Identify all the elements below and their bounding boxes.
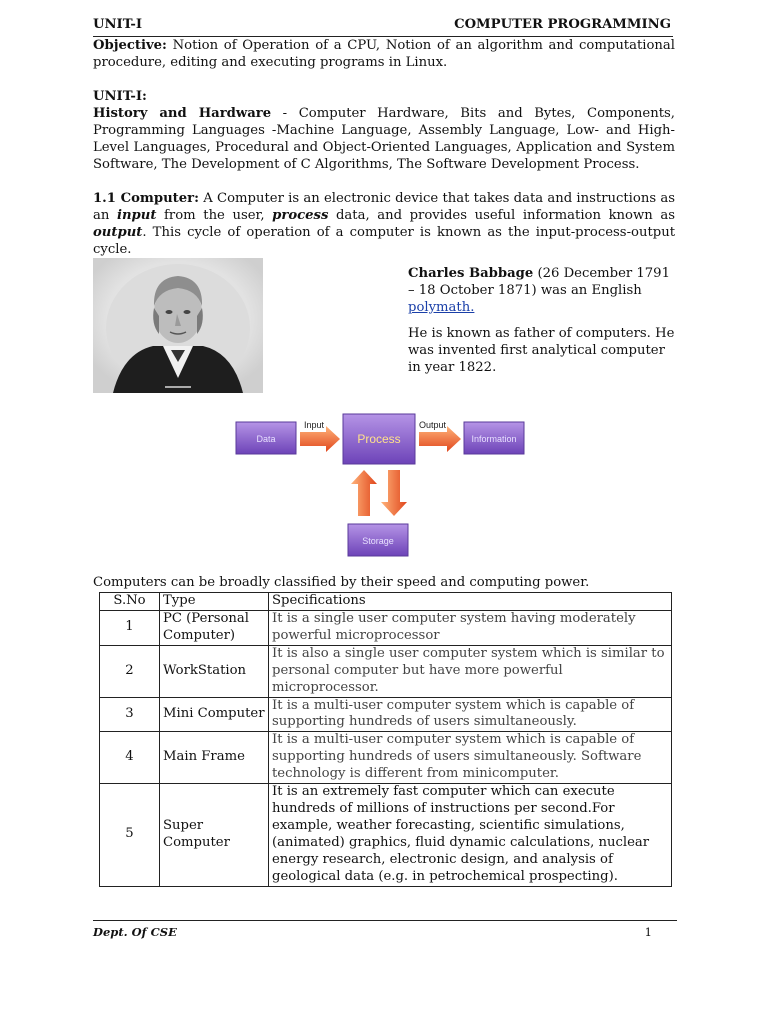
objective-paragraph (93, 38, 675, 72)
babbage-portrait-image (93, 258, 263, 393)
babbage-caption (408, 266, 676, 317)
objective-label: Objective: (93, 38, 167, 53)
page-number: 1 (644, 925, 652, 939)
output-label: Output (419, 420, 447, 430)
section-label: 1.1 Computer: (93, 191, 199, 206)
header-sno: S.No (100, 593, 160, 611)
up-arrow-icon (351, 470, 377, 516)
keyword-output: output (93, 224, 143, 240)
babbage-dates: (26 December 1791 – 18 October 1871) was an English (408, 266, 670, 298)
table-header-row (100, 593, 672, 611)
keyword-process: process (272, 207, 329, 223)
table-row: 1 PC (Personal Computer) It is a single user computer system having moderately powerful microprocessor (100, 611, 672, 646)
babbage-note: He is known as father of computers. He was invented first analytical computer in year 1822. (408, 326, 675, 375)
table-row: 4 Main Frame It is a multi-user computer system which is capable of supporting hundreds of users simultaneously. Software technology is different from minicomputer. (100, 732, 672, 784)
objective-text: Notion of Operation of a CPU, Notion of an algorithm and computational procedure, editing and executing programs in Linux. (93, 38, 675, 70)
information-box-label: Information (471, 434, 517, 444)
babbage-name: Charles Babbage (408, 266, 534, 281)
storage-box-label: Storage (362, 536, 394, 546)
header-unit: UNIT-I (93, 17, 142, 32)
table-intro: Computers can be broadly classified by their speed and computing power. (93, 575, 590, 590)
header-subject: COMPUTER PROGRAMMING (454, 17, 671, 32)
process-box-label: Process (357, 432, 401, 446)
table-row: 2 WorkStation It is also a single user computer system which is similar to personal computer but have more powerful microprocessor. (100, 645, 672, 697)
page-footer (93, 920, 677, 939)
computer-classification-table (99, 592, 672, 887)
topic-text: - Computer Hardware, Bits and Bytes, Components, Programming Languages -Machine Language, Assembly Language, Low- and High-Level Languages, Procedural and Object-Oriented Languages, Application and System Software, The Development of C Algorithms, The Software Development Process. (93, 106, 675, 172)
polymath-link[interactable]: polymath. (408, 299, 475, 315)
table-row: 3 Mini Computer It is a multi-user computer system which is capable of supporting hundreds of users simultaneously. (100, 697, 672, 732)
keyword-input: input (116, 207, 157, 223)
down-arrow-icon (381, 470, 407, 516)
header-type: Type (160, 593, 269, 611)
footer-department: Dept. Of CSE (93, 925, 177, 939)
unit-heading: UNIT-I: (93, 89, 147, 104)
computer-definition-paragraph: 1.1 Computer: A Computer is an electronic device that takes data and instructions as an input from the user, process data, and provides useful information known as output. This cycle of operation of a computer is known as the input-process-output cycle. (93, 191, 675, 257)
unit-topics-paragraph (93, 106, 675, 174)
table-row: 5 Super Computer It is an extremely fast computer which can execute hundreds of millions of instructions per second.For example, weather forecasting, scientific simulations, (animated) graphics, fluid dynamic calculations, nuclear energy research, electronic design, and analysis of geological data (e.g. in petrochemical prospecting). (100, 784, 672, 886)
header-specifications: Specifications (269, 593, 672, 611)
input-process-output-diagram (230, 408, 530, 563)
topic-label: History and Hardware (93, 106, 272, 121)
input-label: Input (304, 420, 325, 430)
page-header (93, 14, 673, 37)
data-box-label: Data (256, 434, 276, 444)
